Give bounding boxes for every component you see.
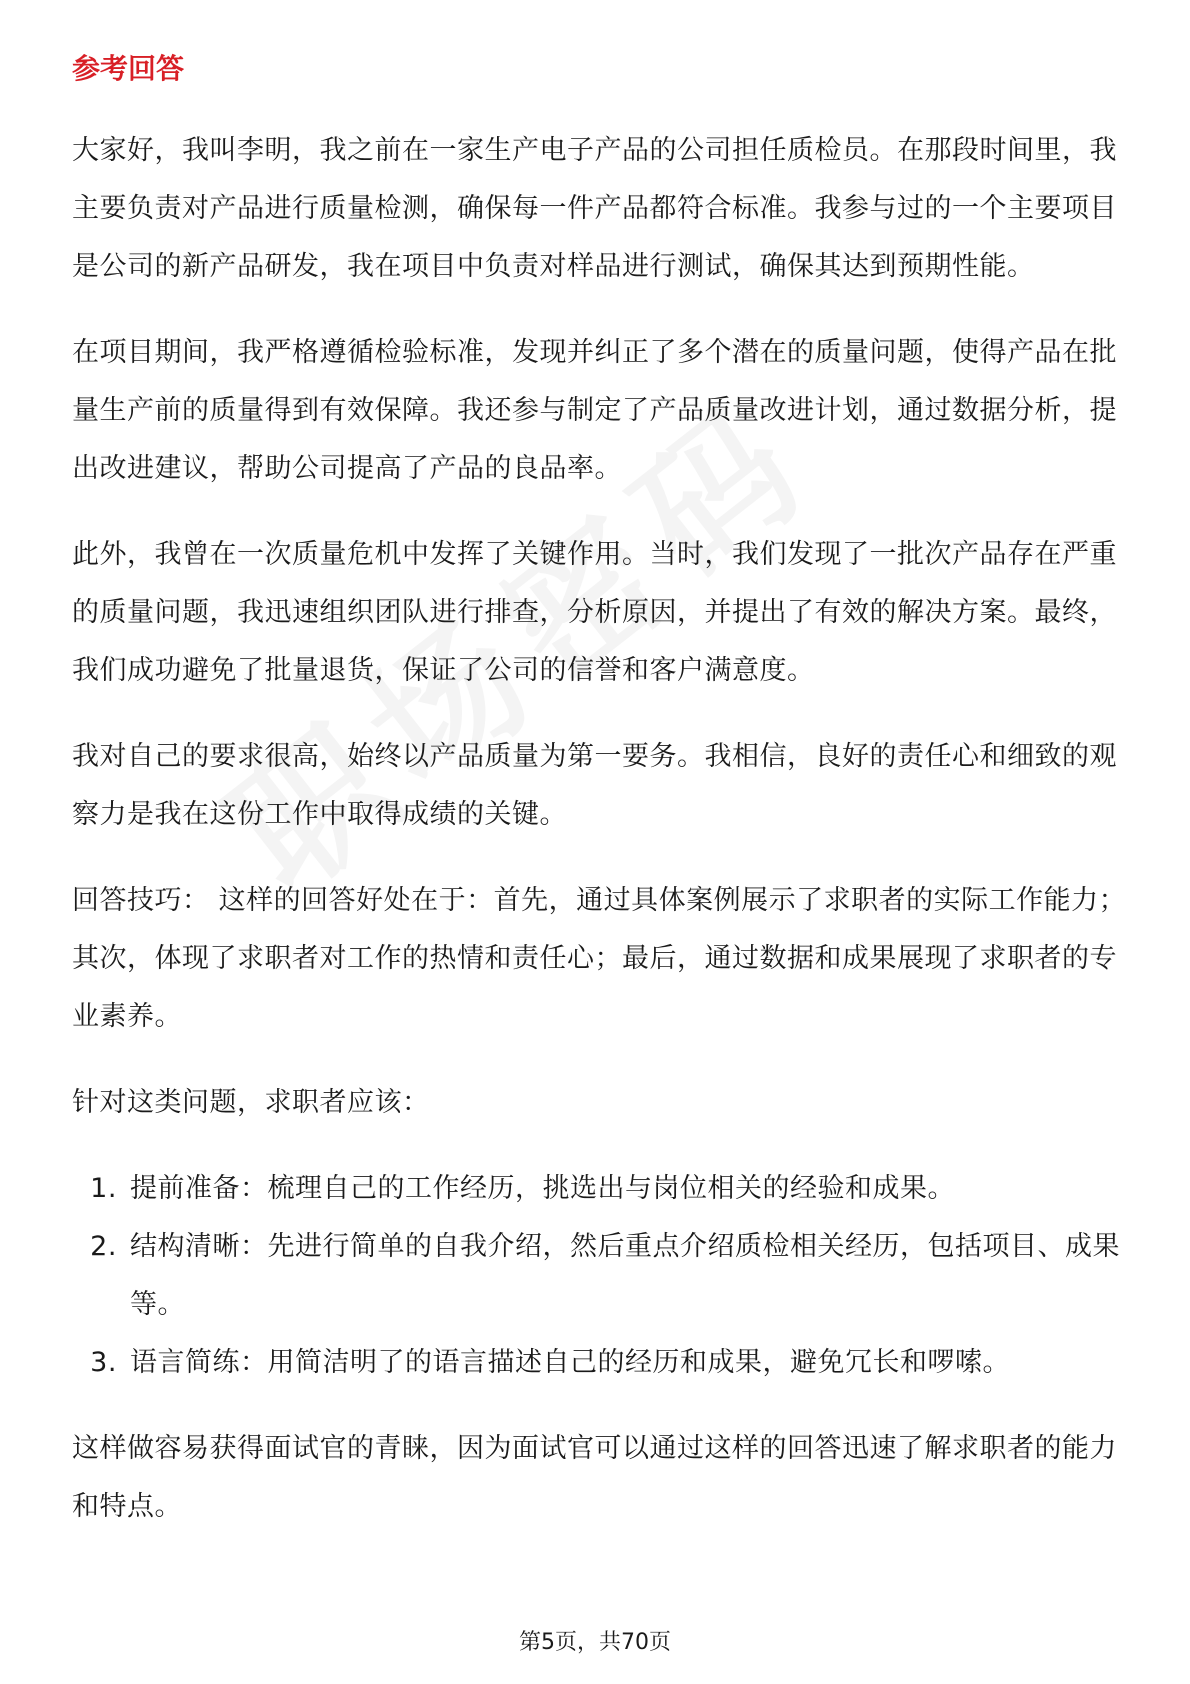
main-content: [72, 44, 1132, 1564]
advice-list: [72, 1160, 1132, 1392]
paragraph-crisis: 此外，我曾在一次质量危机中发挥了关键作用。当时，我们发现了一批次产品存在严重的质量问题，我迅速组织团队进行排查，分析原因，并提出了有效的解决方案。最终，我们成功避免了批量退货，保证了公司的信誉和客户满意度。: [72, 539, 1117, 686]
paragraph-closing: 这样做容易获得面试官的青睐，因为面试官可以通过这样的回答迅速了解求职者的能力和特点。: [72, 1433, 1117, 1522]
section-heading: 参考回答: [72, 52, 185, 85]
page-number: 第5页，共70页: [519, 1630, 671, 1655]
paragraph-tips: 回答技巧： 这样的回答好处在于：首先，通过具体案例展示了求职者的实际工作能力；其次，体现了求职者对工作的热情和责任心；最后，通过数据和成果展现了求职者的专业素养。: [72, 885, 1127, 1032]
paragraph-project: 在项目期间，我严格遵循检验标准，发现并纠正了多个潜在的质量问题，使得产品在批量生产前的质量得到有效保障。我还参与制定了产品质量改进计划，通过数据分析，提出改进建议，帮助公司提高了产品的良品率。: [72, 337, 1117, 484]
list-item: 3. 语言简练：用简洁明了的语言描述自己的经历和成果，避免冗长和啰嗦。: [126, 1334, 1132, 1392]
paragraph-attitude: 我对自己的要求很高，始终以产品质量为第一要务。我相信，良好的责任心和细致的观察力是我在这份工作中取得成绩的关键。: [72, 741, 1117, 830]
paragraph-advice-intro: 针对这类问题，求职者应该：: [72, 1087, 430, 1118]
paragraph-intro: 大家好，我叫李明，我之前在一家生产电子产品的公司担任质检员。在那段时间里，我主要负责对产品进行质量检测，确保每一件产品都符合标准。我参与过的一个主要项目是公司的新产品研发，我在项目中负责对样品进行测试，确保其达到预期性能。: [72, 135, 1117, 282]
list-item: 1. 提前准备：梳理自己的工作经历，挑选出与岗位相关的经验和成果。: [126, 1160, 1132, 1218]
list-item: 2. 结构清晰：先进行简单的自我介绍，然后重点介绍质检相关经历，包括项目、成果等。: [126, 1218, 1132, 1334]
